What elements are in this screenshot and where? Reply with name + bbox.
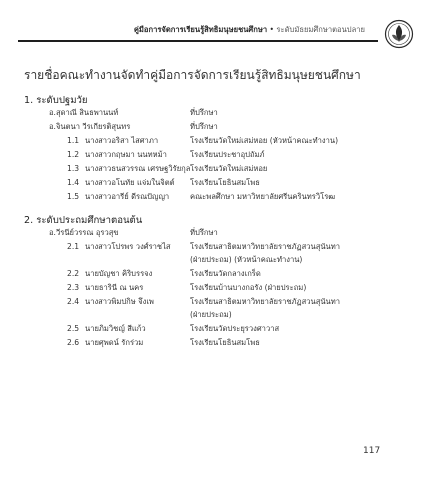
header-rule bbox=[18, 40, 378, 42]
section-title-lower-primary: 2. ระดับประถมศึกษาตอนต้น bbox=[24, 215, 143, 226]
member-name: นางสาวอารีย์ ดีรณปัญญา bbox=[85, 192, 170, 201]
member-row bbox=[67, 191, 169, 203]
member-org: โรงเรียนวัดใหม่เสม่หอย bbox=[190, 164, 268, 173]
running-header bbox=[134, 24, 365, 36]
member-number: 1.4 bbox=[67, 178, 80, 187]
running-header-separator: • bbox=[267, 25, 277, 34]
member-row bbox=[67, 163, 190, 175]
advisor-role: ที่ปรึกษา bbox=[190, 228, 218, 237]
member-row bbox=[67, 241, 171, 253]
advisor-name: อ.สุดาณี สินธพานนท์ bbox=[49, 108, 119, 117]
member-org: โรงเรียนวัดประยุรวงศาวาส bbox=[190, 324, 280, 333]
document-title: รายชื่อคณะทำงานจัดทำคู่มือการจัดการเรียนรู้สิทธิมนุษยชนศึกษา bbox=[24, 68, 361, 82]
member-name: นางสาวโปรพร วงศ์ราชไส bbox=[85, 242, 171, 251]
member-name: นางสาวกฤษมา นนทหม้า bbox=[85, 150, 167, 159]
member-name: นายภิมวิชญ์ สีแก้ว bbox=[85, 324, 146, 333]
emblem-icon bbox=[384, 19, 414, 49]
member-org: โรงเรียนสาธิตมหาวิทยาลัยราชภัฏสวนสุนันทา bbox=[190, 242, 340, 251]
section-title-early-childhood: 1. ระดับปฐมวัย bbox=[24, 95, 88, 106]
member-number: 1.1 bbox=[67, 136, 80, 145]
member-row bbox=[67, 149, 167, 161]
member-number: 2.5 bbox=[67, 324, 80, 333]
advisor-role: ที่ปรึกษา bbox=[190, 122, 218, 131]
member-name: นายบัญชา คิริบรรจง bbox=[85, 269, 153, 278]
member-org: โรงเรียนประชาอุปถัมภ์ bbox=[190, 150, 265, 159]
member-org: โรงเรียนบ้านบางกอรัง (ฝ่ายประถม) bbox=[190, 283, 307, 292]
member-number: 1.2 bbox=[67, 150, 80, 159]
member-org-continued: (ฝ่ายประถม) (หัวหน้าคณะทำงาน) bbox=[190, 255, 303, 264]
member-number: 2.3 bbox=[67, 283, 80, 292]
member-org: โรงเรียนสาธิตมหาวิทยาลัยราชภัฏสวนสุนันทา bbox=[190, 297, 340, 306]
member-row bbox=[67, 177, 175, 189]
page-number: 117 bbox=[363, 446, 381, 456]
advisor-role: ที่ปรึกษา bbox=[190, 108, 218, 117]
member-org: คณะพลศึกษา มหาวิทยาลัยศรีนครินทรวิโรฒ bbox=[190, 192, 336, 201]
member-name: นายศุพดน์ รักร่วม bbox=[85, 338, 144, 347]
member-org-continued: (ฝ่ายประถม) bbox=[190, 310, 232, 319]
member-row bbox=[67, 268, 152, 280]
member-row bbox=[67, 337, 143, 349]
member-number: 2.2 bbox=[67, 269, 80, 278]
advisor-name: อ.วีรนีย์วรรณ อุรวสุข bbox=[49, 228, 119, 237]
member-row bbox=[67, 296, 154, 308]
member-org: โรงเรียนวัดกลางเกร็ด bbox=[190, 269, 261, 278]
member-row bbox=[67, 323, 146, 335]
member-name: นางสาวธนสวรรณ เศรษฐวิรัยกุล bbox=[85, 164, 191, 173]
member-org: โรงเรียนโยธินสมโพธ bbox=[190, 338, 260, 347]
member-name: นางสาวอริสา ไสศาภา bbox=[85, 136, 159, 145]
member-number: 2.1 bbox=[67, 242, 80, 251]
member-number: 2.6 bbox=[67, 338, 80, 347]
member-row bbox=[67, 282, 143, 294]
member-name: นางสาวพิมปกิษ จึงเพ bbox=[85, 297, 154, 306]
member-number: 2.4 bbox=[67, 297, 80, 306]
member-name: นายธารินี ณ นคร bbox=[85, 283, 144, 292]
member-row bbox=[67, 135, 158, 147]
member-org: โรงเรียนวัดใหม่เสม่หอย (หัวหน้าคณะทำงาน) bbox=[190, 136, 339, 145]
member-org: โรงเรียนโยธินสมโพธ bbox=[190, 178, 260, 187]
advisor-name: อ.จินตนา วีรเกียรติสุนทร bbox=[49, 122, 131, 131]
member-name: นางสาวอโนทัย แจ่มในจิตต์ bbox=[85, 178, 175, 187]
member-number: 1.5 bbox=[67, 192, 80, 201]
running-header-sub: ระดับมัธยมศึกษาตอนปลาย bbox=[276, 25, 365, 34]
member-number: 1.3 bbox=[67, 164, 80, 173]
running-header-main: คู่มือการจัดการเรียนรู้สิทธิมนุษยชนศึกษา bbox=[133, 25, 268, 34]
